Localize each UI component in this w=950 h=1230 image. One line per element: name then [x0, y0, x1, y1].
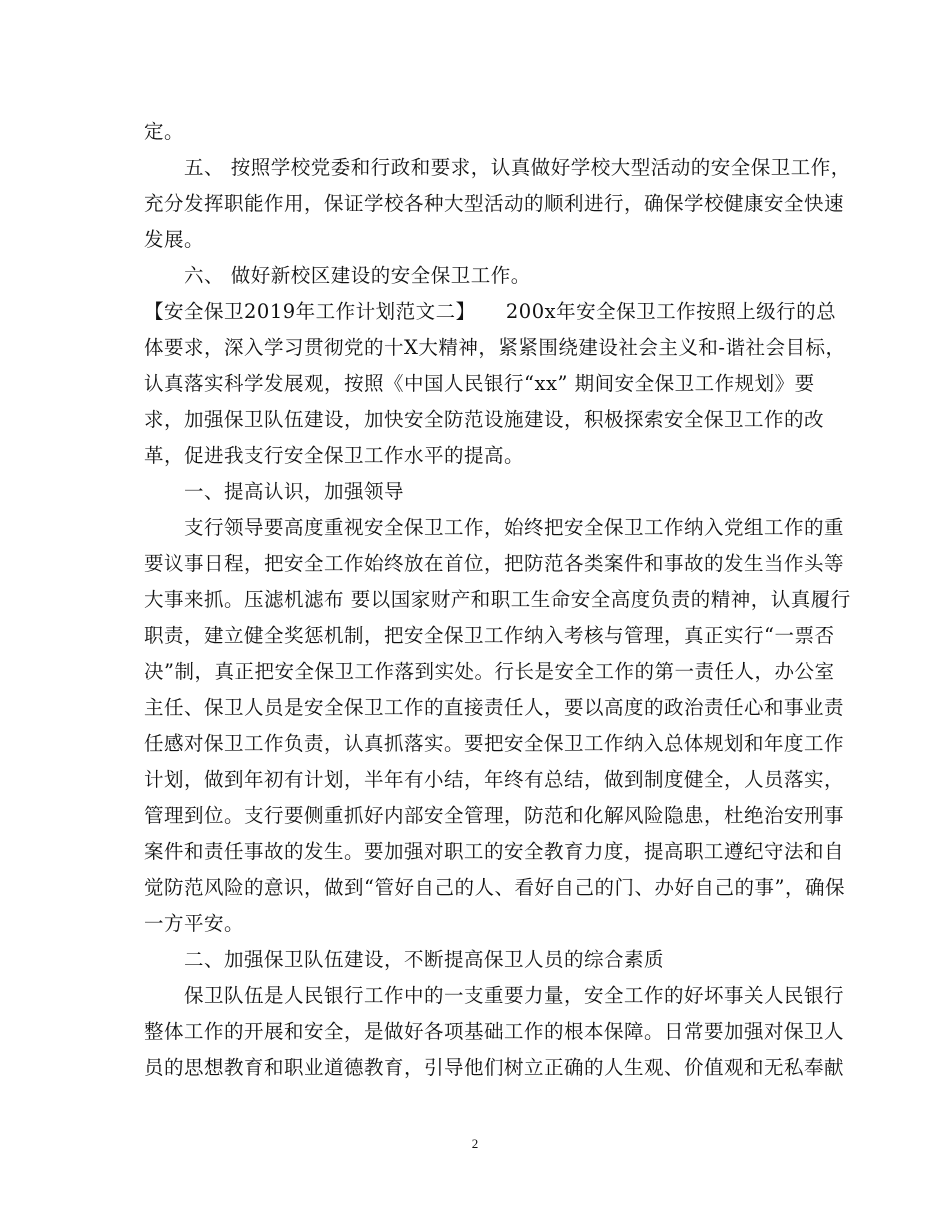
- text-line: 计划，做到年初有计划，半年有小结，年终有总结，做到制度健全，人员落实，: [144, 768, 845, 791]
- text-line: 整体工作的开展和安全，是做好各项基础工作的根本保障。日常要加强对保卫人: [144, 1020, 845, 1043]
- text-line: 案件和责任事故的发生。要加强对职工的安全教育力度，提高职工遵纪守法和自: [144, 840, 845, 863]
- text-line: 职责，建立健全奖惩机制，把安全保卫工作纳入考核与管理，真正实行“一票否: [144, 624, 835, 647]
- text-line: 定。: [144, 120, 185, 143]
- text-line: 员的思想教育和职业道德教育，引导他们树立正确的人生观、价值观和无私奉献: [144, 1056, 845, 1079]
- text-line: 管理到位。支行要侧重抓好内部安全管理，防范和化解风险隐患，杜绝治安刑事: [144, 804, 845, 827]
- text-line: 【安全保卫2019年工作计划范文二】 200x年安全保卫工作按照上级行的总: [144, 300, 837, 323]
- page-number: 2: [471, 1136, 479, 1151]
- text-line: 发展。: [144, 228, 205, 251]
- section-heading: 二、加强保卫队伍建设，不断提高保卫人员的综合素质: [184, 948, 665, 971]
- text-line: 主任、保卫人员是安全保卫工作的直接责任人，要以高度的政治责任心和事业责: [144, 696, 845, 719]
- text-line: 体要求，深入学习贯彻党的十X大精神，紧紧围绕建设社会主义和-谐社会目标，: [144, 336, 846, 359]
- section-heading: 一、提高认识，加强领导: [184, 480, 405, 503]
- text-line: 认真落实科学发展观，按照《中国人民银行“xx” 期间安全保卫工作规划》要: [144, 372, 815, 395]
- text-line: 革，促进我支行安全保卫工作水平的提高。: [144, 444, 525, 467]
- text-line: 求，加强保卫队伍建设，加快安全防范设施建设，积极探索安全保卫工作的改: [144, 408, 825, 431]
- text-line: 一方平安。: [144, 912, 245, 935]
- text-line: 觉防范风险的意识，做到“管好自己的人、看好自己的门、办好自己的事”，确保: [144, 876, 845, 899]
- text-line: 保卫队伍是人民银行工作中的一支重要力量，安全工作的好坏事关人民银行: [184, 984, 845, 1007]
- text-line: 任感对保卫工作负责，认真抓落实。要把安全保卫工作纳入总体规划和年度工作: [144, 732, 845, 755]
- text-line: 六、 做好新校区建设的安全保卫工作。: [184, 264, 531, 287]
- text-line: 五、 按照学校党委和行政和要求，认真做好学校大型活动的安全保卫工作，: [184, 156, 851, 179]
- text-line: 充分发挥职能作用，保证学校各种大型活动的顺利进行，确保学校健康安全快速: [144, 192, 845, 215]
- text-line: 要议事日程，把安全工作始终放在首位，把防范各类案件和事故的发生当作头等: [144, 552, 845, 575]
- text-line: 决”制，真正把安全保卫工作落到实处。行长是安全工作的第一责任人，办公室: [144, 660, 835, 683]
- text-line: 大事来抓。压滤机滤布 要以国家财产和职工生命安全高度负责的精神，认真履行: [144, 588, 851, 611]
- text-line: 支行领导要高度重视安全保卫工作，始终把安全保卫工作纳入党组工作的重: [184, 516, 845, 539]
